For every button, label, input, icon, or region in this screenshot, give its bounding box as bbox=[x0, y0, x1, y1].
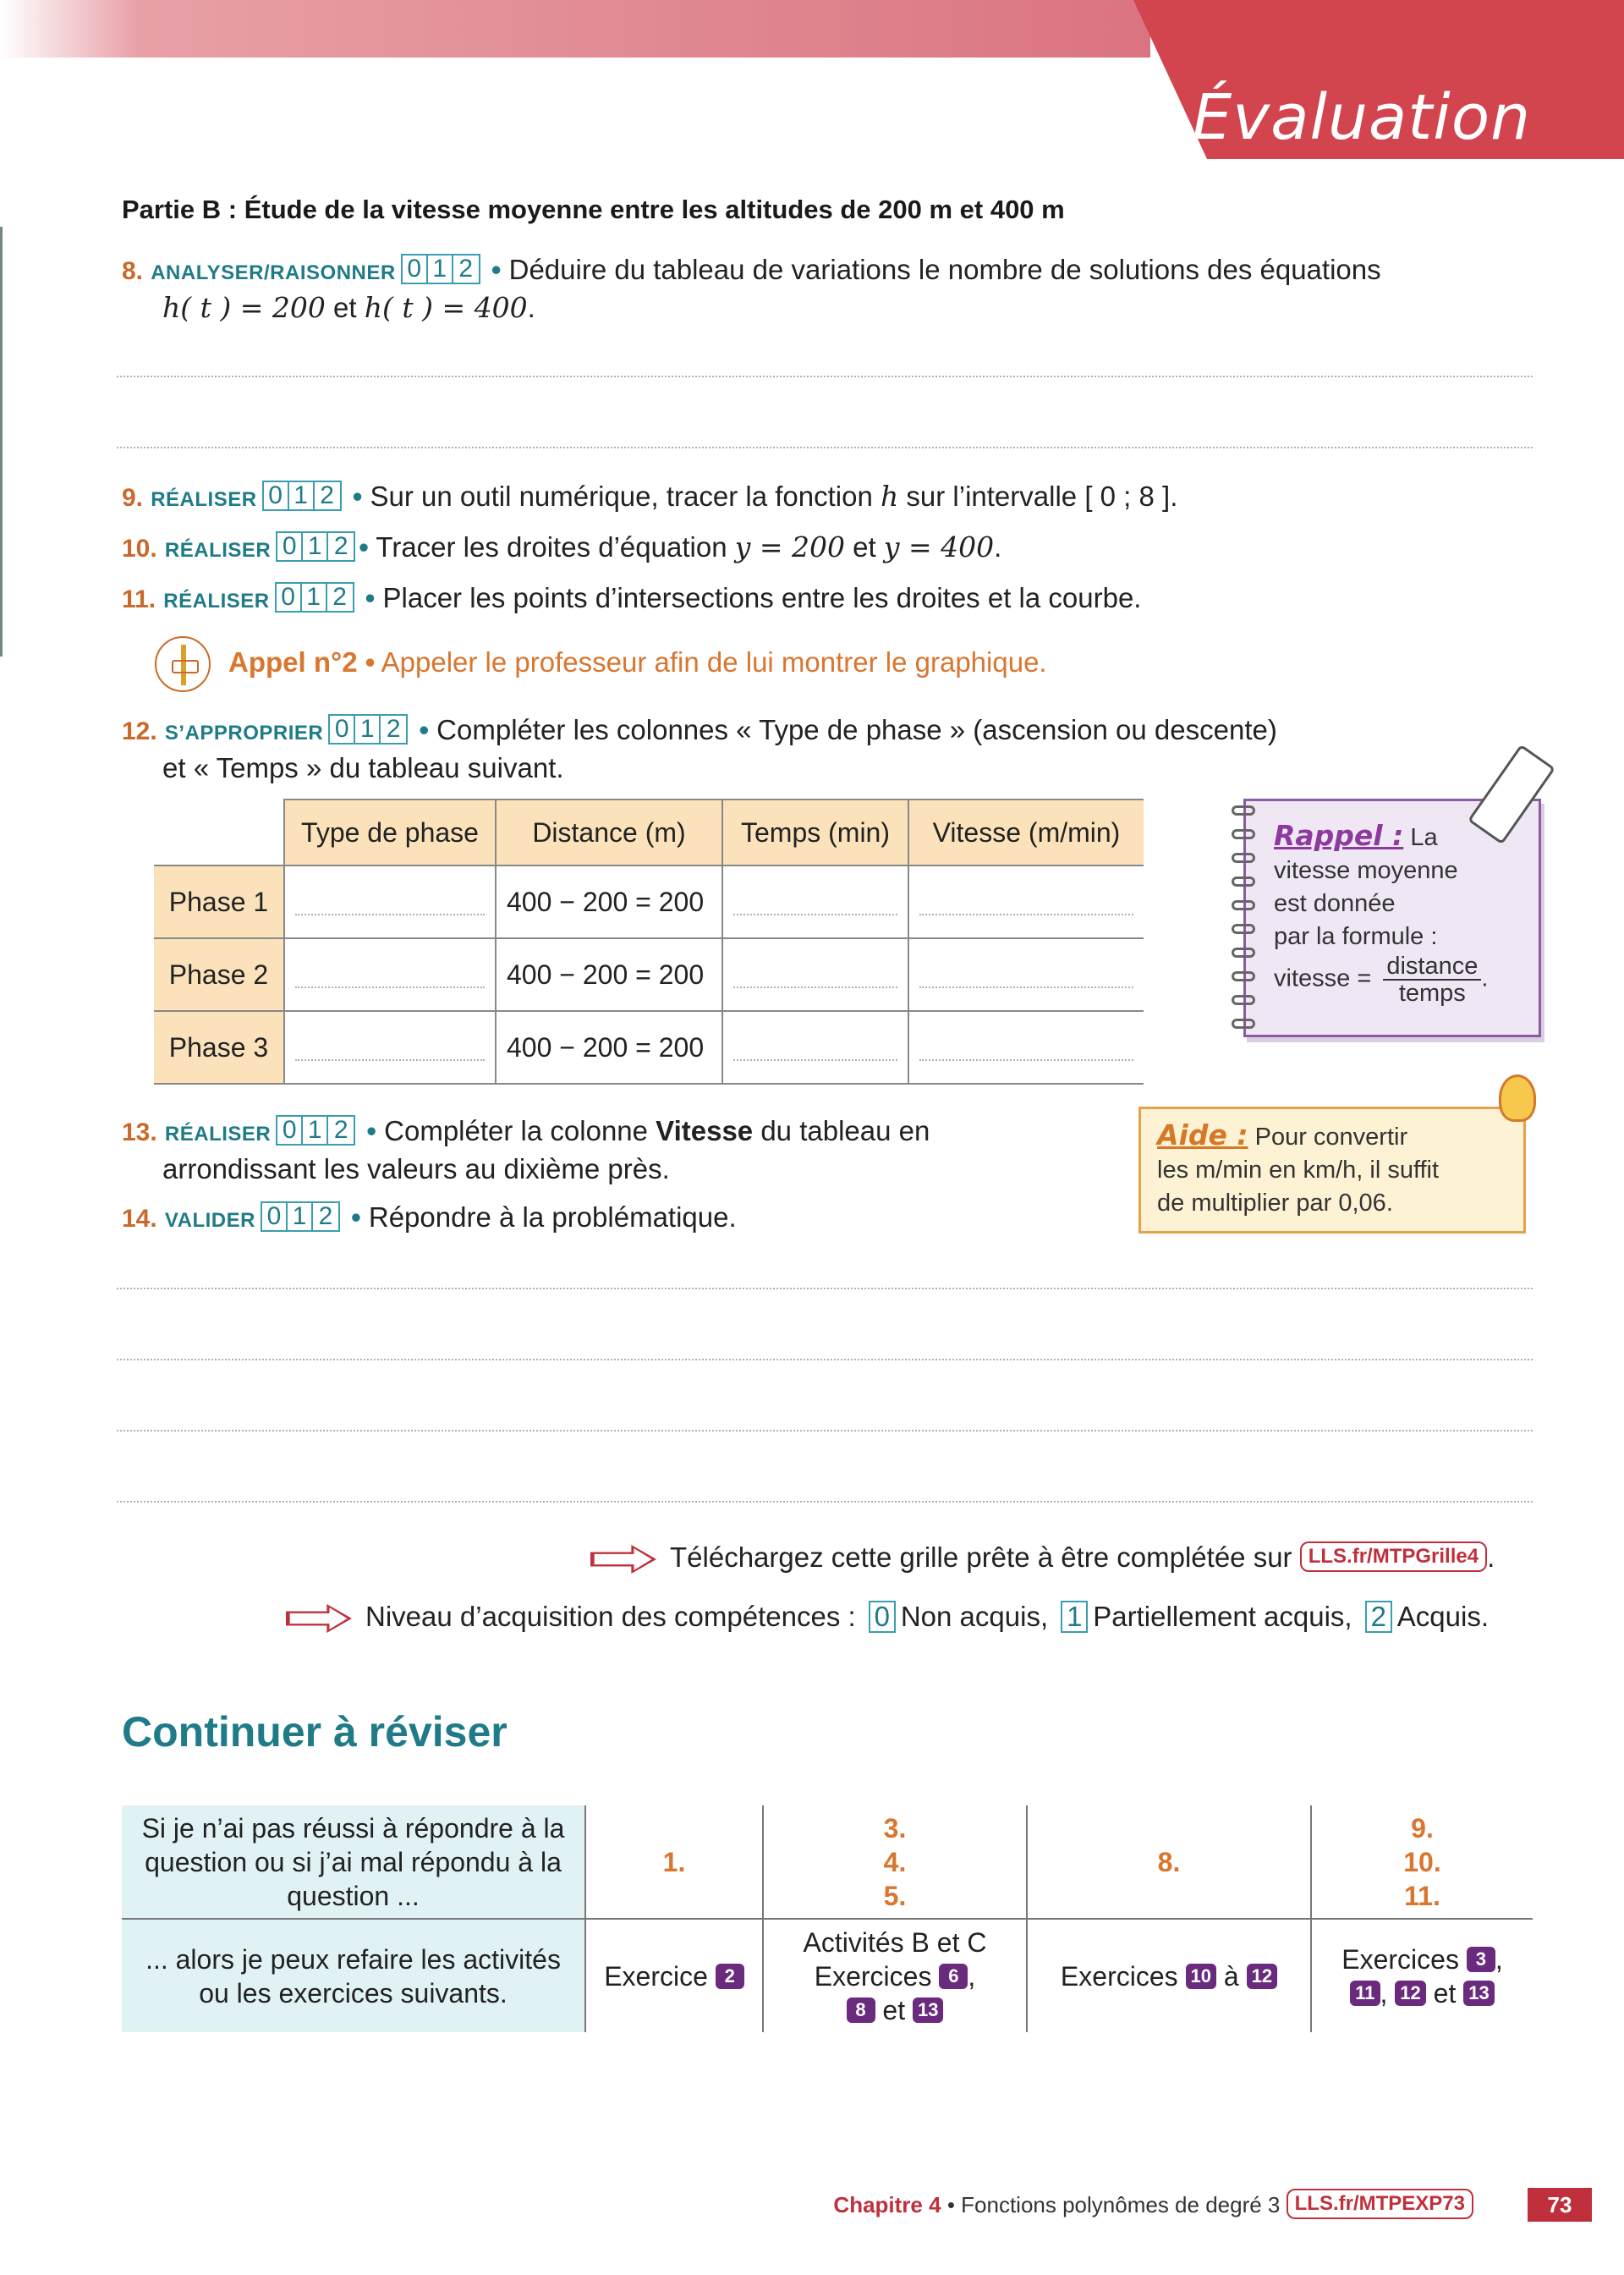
levels-legend: Niveau d’acquisition des compétences : 0 Non acquis, 1 Partiellement acquis, 2 Acquis. bbox=[365, 1601, 1489, 1632]
side-image-strip bbox=[0, 227, 3, 657]
revision-table bbox=[122, 1805, 1533, 2032]
section-title-continuer: Continuer à réviser bbox=[122, 1708, 508, 1756]
col-header-speed: Vitesse (m/min) bbox=[908, 800, 1144, 865]
arrow-icon bbox=[286, 1604, 352, 1633]
col-header-time: Temps (min) bbox=[722, 800, 908, 865]
speed-cell[interactable] bbox=[908, 1011, 1144, 1084]
answer-line[interactable] bbox=[117, 1501, 1533, 1503]
answer-line[interactable] bbox=[117, 376, 1533, 377]
question-9: 9. RÉALISER 0 1 2 • Sur un outil numérique, tracer la fonction h sur l’intervalle [ 0 ; 8 ]. bbox=[122, 480, 1178, 513]
question-8: 8. ANALYSER/RAISONNER 0 1 2 • Déduire du tableau de variations le nombre de solutions des équations h( t ) = 200 et h( t ) = 400. bbox=[122, 254, 1381, 324]
exercise-badge[interactable]: 11 bbox=[1350, 1981, 1380, 2006]
table-row: Si je n’ai pas réussi à répondre à la question ou si j’ai mal répondu à la question ... 1. 3. 4. 5. 8. 9. 10. 11. bbox=[122, 1805, 1533, 1919]
type-cell[interactable] bbox=[284, 938, 496, 1011]
header-bar bbox=[0, 0, 1150, 58]
formula-fraction: $\frac{\text{distance}}{\text{temps}}$ bbox=[1383, 953, 1481, 1006]
table-row: ... alors je peux refaire les activités ou les exercices suivants. Exercice 2 Activités B et C Exercices 6 , 8 et 13 Exercices 10 à 12 Exercices 3 , 11 , 12 et 13 bbox=[122, 1919, 1533, 2032]
level-boxes: 0 1 2 bbox=[328, 714, 408, 745]
question-11: 11. RÉALISER 0 1 2 • Placer les points d’intersections entre les droites et la courbe. bbox=[122, 582, 1142, 613]
level-boxes: 0 1 2 bbox=[261, 1201, 340, 1232]
chapter-link[interactable]: LLS.fr/MTPEXP73 bbox=[1287, 2189, 1473, 2219]
answer-line[interactable] bbox=[117, 447, 1533, 448]
question-12: 12. S’APPROPRIER 0 1 2 • Compléter les colonnes « Type de phase » (ascension ou descente) et « Temps » du tableau suivant. bbox=[122, 714, 1277, 783]
speed-cell[interactable] bbox=[908, 865, 1144, 938]
type-cell[interactable] bbox=[284, 1011, 496, 1084]
section-title: Évaluation bbox=[1192, 81, 1531, 154]
question-14: 14. VALIDER 0 1 2 • Répondre à la problématique. bbox=[122, 1201, 737, 1233]
table-row: Phase 1 400 − 200 = 200 bbox=[154, 865, 1144, 938]
exercise-badge[interactable]: 12 bbox=[1395, 1981, 1425, 2006]
rappel-text: Rappel : La vitesse moyenne est donnée par la formule : vitesse = $\frac{\text{distance}}{\text{temps}}$ . bbox=[1274, 819, 1489, 1007]
exercise-badge[interactable]: 6 bbox=[939, 1964, 968, 1989]
answer-line[interactable] bbox=[117, 1430, 1533, 1431]
aide-text: Aide : Pour convertir les m/min en km/h, il suffit de multiplier par 0,06. bbox=[1157, 1118, 1440, 1217]
level-boxes: 0 1 2 bbox=[401, 254, 480, 284]
question-13: 13. RÉALISER 0 1 2 • Compléter la colonne Vitesse du tableau en arrondissant les valeurs au dixième près. bbox=[122, 1115, 930, 1184]
arrow-icon bbox=[590, 1545, 656, 1574]
level-boxes: 0 1 2 bbox=[275, 582, 354, 613]
exercise-badge[interactable]: 13 bbox=[913, 1997, 943, 2023]
time-cell[interactable] bbox=[722, 938, 908, 1011]
page-number: 73 bbox=[1528, 2188, 1592, 2222]
notebook-rings bbox=[1232, 805, 1255, 1034]
speed-cell[interactable] bbox=[908, 938, 1144, 1011]
part-title: Partie B : Étude de la vitesse moyenne entre les altitudes de 200 m et 400 m bbox=[122, 195, 1065, 224]
table-row: Phase 3 400 − 200 = 200 bbox=[154, 1011, 1144, 1084]
level-boxes: 0 1 2 bbox=[276, 1115, 355, 1146]
level-boxes: 0 1 2 bbox=[262, 481, 342, 511]
level-boxes: 0 1 2 bbox=[276, 531, 355, 562]
col-header-distance: Distance (m) bbox=[496, 800, 722, 865]
exercise-badge[interactable]: 2 bbox=[716, 1964, 744, 1989]
grille-link[interactable]: LLS.fr/MTPGrille4 bbox=[1300, 1541, 1487, 1572]
table-row: Phase 2 400 − 200 = 200 bbox=[154, 938, 1144, 1011]
exercise-badge[interactable]: 13 bbox=[1463, 1981, 1494, 2006]
answer-line[interactable] bbox=[117, 1288, 1533, 1289]
exercise-badge[interactable]: 12 bbox=[1247, 1964, 1277, 1989]
lightbulb-icon bbox=[1499, 1074, 1536, 1122]
col-header-type: Type de phase bbox=[284, 800, 496, 865]
time-cell[interactable] bbox=[722, 865, 908, 938]
time-cell[interactable] bbox=[722, 1011, 908, 1084]
download-line: Téléchargez cette grille prête à être complétée sur LLS.fr/MTPGrille4 . bbox=[670, 1541, 1495, 1573]
exercise-badge[interactable]: 3 bbox=[1467, 1947, 1495, 1972]
question-10: 10. RÉALISER 0 1 2 • Tracer les droites d’équation y = 200 et y = 400. bbox=[122, 530, 1002, 563]
page-footer: Chapitre 4 • Fonctions polynômes de degré 3 LLS.fr/MTPEXP73 bbox=[833, 2191, 1473, 2222]
phase-table bbox=[154, 799, 1144, 1085]
answer-line[interactable] bbox=[117, 1359, 1533, 1360]
exercise-badge[interactable]: 10 bbox=[1186, 1964, 1216, 1989]
call-teacher-icon bbox=[155, 636, 211, 692]
type-cell[interactable] bbox=[284, 865, 496, 938]
exercise-badge[interactable]: 8 bbox=[847, 1997, 875, 2023]
appel-callout: Appel n°2 • Appeler le professeur afin de lui montrer le graphique. bbox=[228, 646, 1047, 678]
